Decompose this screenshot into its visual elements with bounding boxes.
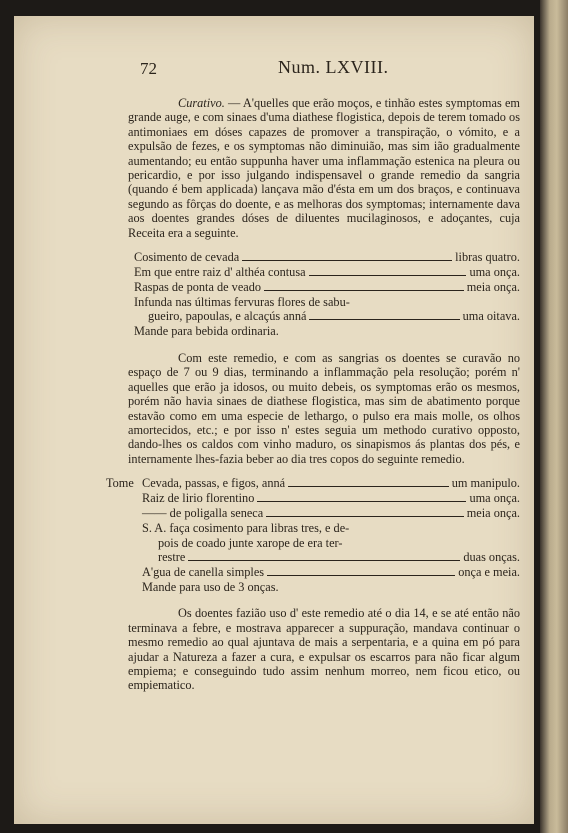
leader-line <box>309 274 467 276</box>
recipe-qty: uma onça. <box>469 265 520 280</box>
recipe-tome: Tome <box>106 476 134 491</box>
page-number: 72 <box>140 59 157 78</box>
recipe-line <box>106 506 520 521</box>
recipe-line <box>106 550 520 565</box>
leader-line <box>266 515 464 517</box>
recipe-qty: uma oitava. <box>462 309 520 324</box>
recipe-line <box>134 265 520 280</box>
recipe-qty: meia onça. <box>466 280 520 295</box>
recipe-line <box>134 295 520 309</box>
recipe-text: Mande para bebida ordinaria. <box>134 324 279 339</box>
recipe-qty: uma onça. <box>469 491 520 506</box>
recipe-text: —— de poligalla seneca <box>142 506 264 521</box>
recipe-text: Cosimento de cevada <box>134 250 240 265</box>
recipe-2 <box>106 476 520 594</box>
recipe-line <box>106 580 520 594</box>
running-head: Num. LXVIII. <box>278 57 389 77</box>
next-page-edge <box>540 0 568 833</box>
recipe-text: S. A. faça cosimento para libras tres, e de- <box>142 521 350 536</box>
recipe-text: Raspas de ponta de veado <box>134 280 262 295</box>
recipe-qty: libras quatro. <box>455 250 520 265</box>
leader-line <box>309 318 459 320</box>
paragraph-curativo <box>128 96 520 240</box>
recipe-qty: duas onças. <box>463 549 520 564</box>
leader-line <box>257 500 466 502</box>
recipe-qty: onça e meia. <box>458 564 520 579</box>
recipe-1 <box>134 250 520 339</box>
recipe-text: Raiz de lirio florentino <box>142 491 255 506</box>
paragraph-third: Os doentes fazião uso d' este remedio até o dia 14, e se até então não terminava a febre, e mostrava apparecer a suppuração, mandava continuar o mesmo remedio ao qual ajuntava de mais a serpentaria, e a quina em pó para ajudar a Natureza a fazer a cura, e expulsar os escarros para não ficar algum empiema; e conseguindo tudo assim nenhum morreo, nem ficou etico, ou empiematico. <box>128 606 520 693</box>
leader-line <box>288 485 449 487</box>
recipe-line <box>134 309 520 324</box>
recipe-text: Cevada, passas, e figos, anná <box>142 476 286 491</box>
leader-line <box>264 289 464 291</box>
recipe-qty: um manipulo. <box>451 476 520 491</box>
recipe-text: Em que entre raiz d' althéa contusa <box>134 265 306 280</box>
recipe-text: gueiro, papoulas, e alcaçús anná <box>148 309 307 324</box>
recipe-line <box>106 536 520 550</box>
paragraph-lead: Curativo. <box>178 96 225 110</box>
leader-line <box>242 259 452 261</box>
recipe-text: Infunda nas últimas fervuras flores de sabu- <box>134 295 350 310</box>
recipe-text: A'gua de canella simples <box>142 564 265 579</box>
recipe-qty: meia onça. <box>466 506 520 521</box>
recipe-text: Mande para uso de 3 onças. <box>142 579 279 594</box>
recipe-line <box>106 521 520 535</box>
page-header <box>128 52 520 82</box>
recipe-line <box>106 476 520 491</box>
recipe-line <box>134 324 520 338</box>
paragraph-text: — A'quelles que erão moços, e tinhão estes symptomas em grande auge, e com sinaes d'uma diathese flogistica, depois de terem tomado os antimoniaes em dóses capazes de promover a transpiração, o vómito, e a expulsão de fezes, e os symptomas não diminuião, mas sim ião gradualmente aumentando; eu então suppunha haver uma inflammação estenica na pleura ou pericardio, e por isso julgando indispensavel o grande remedio da sangria (quando é bem applicada) lançava mão d'ésta em um dos braços, e continuava segundo as fôrças do doente, e as melhoras dos symptomas; internamente dava aos doentes grandes dóses de diluentes mucilaginosos, e adoçantes, cuja Receita era a seguinte. <box>128 96 520 240</box>
paragraph-second: Com este remedio, e com as sangrias os doentes se curavão no espaço de 7 ou 9 dias, terminando a inflammação pela resolução; porém n' aquelles que erão ja idosos, ou muito debeis, os symptomas erão os mesmos, porém não havia sinaes de diathese flogistica, mas sim de abatimento porque estavão como em uma especie de lethargo, o pulso era mais molle, os olhos amortecidos, etc.; e por isso n' estes seguia um methodo curativo opposto, dando-lhes os caldos com vinho maduro, os sinapismos ás plantas dos pés, e internamente lhes-fazia beber ao dia tres copos do seguinte remedio. <box>128 350 520 466</box>
leader-line <box>267 574 455 576</box>
page-content <box>106 52 520 693</box>
recipe-line <box>134 250 520 265</box>
recipe-line <box>106 565 520 580</box>
recipe-line <box>106 491 520 506</box>
recipe-text: restre <box>158 549 186 564</box>
recipe-text: pois de coado junte xarope de era ter- <box>158 535 343 550</box>
leader-line <box>188 559 460 561</box>
recipe-line <box>134 280 520 295</box>
